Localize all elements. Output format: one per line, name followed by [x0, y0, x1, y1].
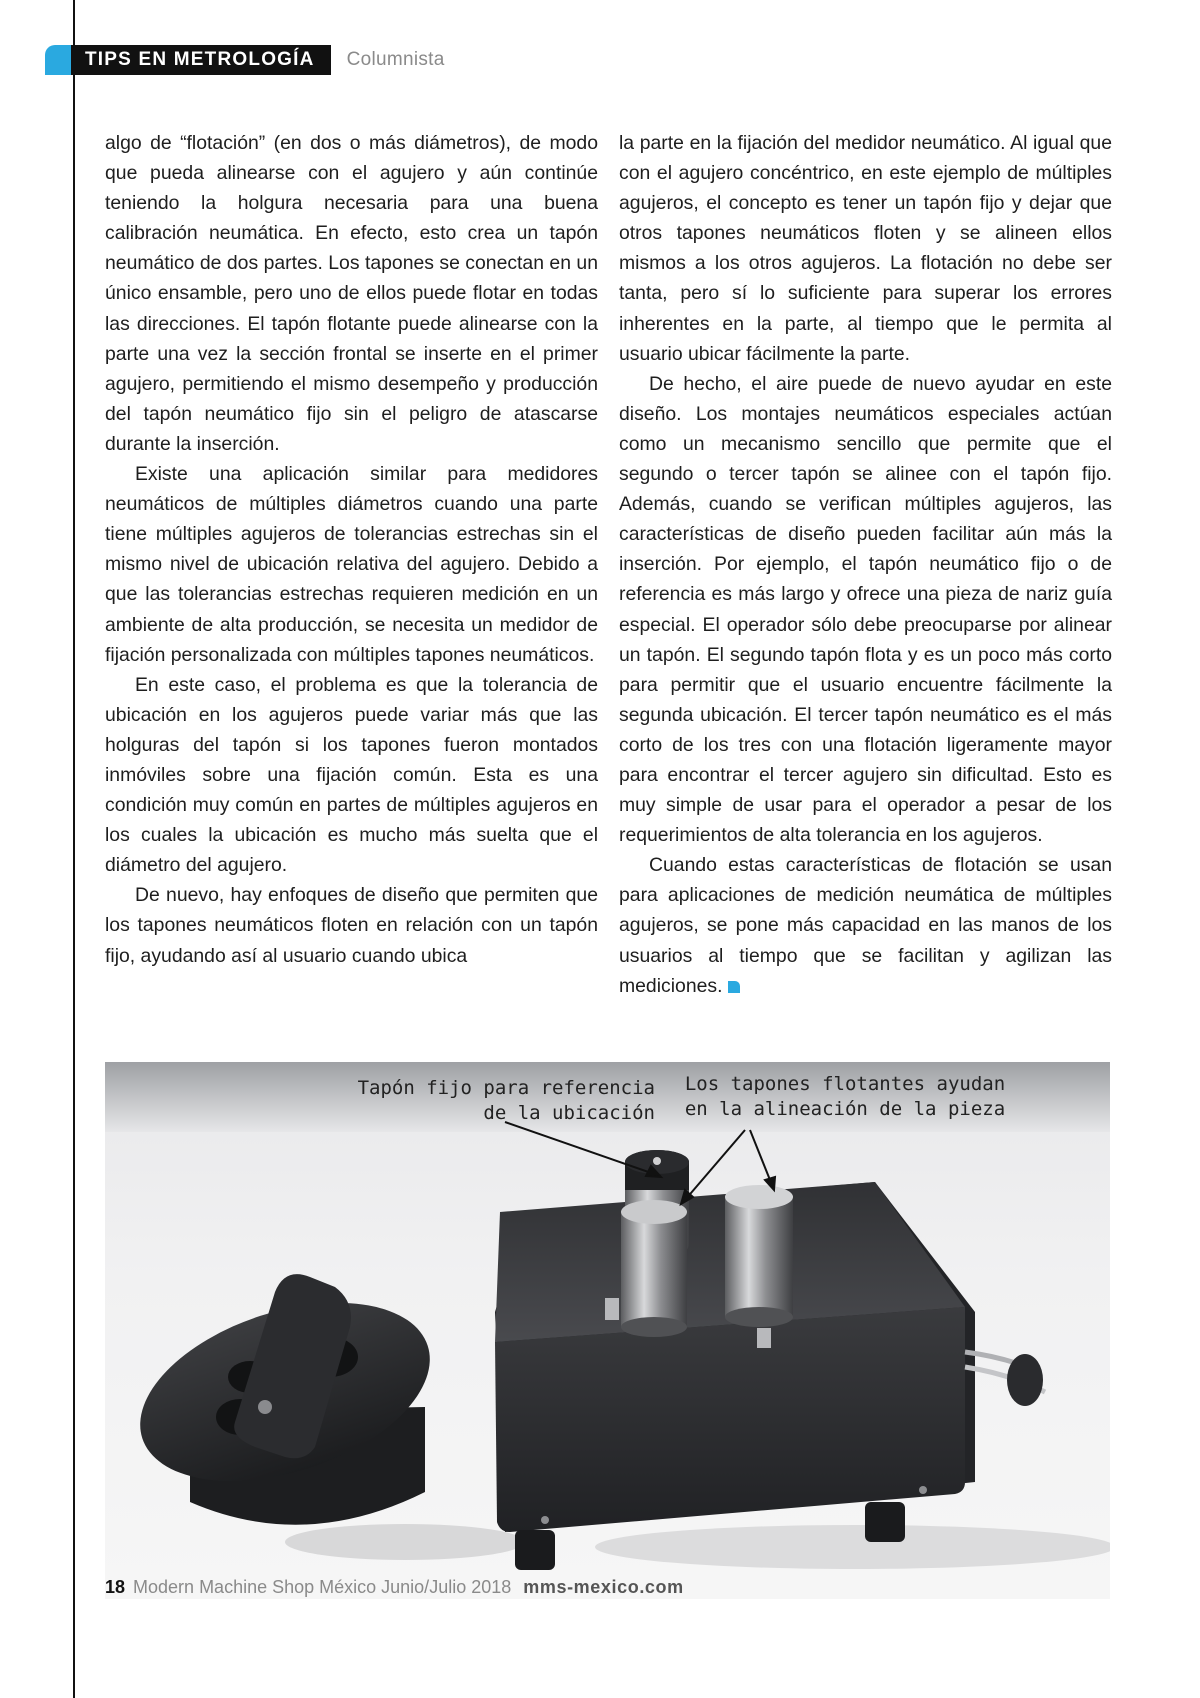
product-photo — [105, 1062, 1110, 1599]
article-end-mark — [728, 981, 740, 993]
paragraph: En este caso, el problema es que la tolerancia de ubicación en los agujeros puede variar más que las holguras del tapón si los tapones fueron montados inmóviles sobre una fijación común. Esta es una condición muy común en partes de múltiples agujeros en los cuales la ubicación es mucho más suelta que el diámetro del agujero. — [105, 673, 598, 877]
floating-plug-2 — [725, 1185, 793, 1327]
paragraph: Existe una aplicación similar para medidores neumáticos de múltiples diámetros cuando una parte tiene múltiples agujeros de tolerancias estrechas sin el mismo nivel de ubicación relativa del agujero. Debido a que las tolerancias estrechas requieren medición en un ambiente de alta producción, se necesita un medidor de fijación personalizada con múltiples tapones neumáticos. — [105, 463, 598, 666]
floating-plug-1 — [621, 1200, 687, 1337]
air-gage-fixture-illustration — [105, 1062, 1110, 1599]
page-number: 18 — [105, 1577, 126, 1597]
shadow — [595, 1525, 1110, 1569]
paragraph: algo de “flotación” (en dos o más diámetros), de modo que pueda alinearse con el agujero y aún continúe teniendo la holgura necesaria para una buena calibración neumática. En efecto, esto crea un tapón neumático de dos partes. Los tapones se conectan en un único ensamble, pero uno de ellos puede flotar en todas las direcciones. El tapón flotante puede alinearse con la parte una vez la sección frontal se inserte en el primer agujero, permitiendo el mismo desempeño y producción del tapón neumático fijo sin el peligro de atascarse durante la inserción. — [105, 132, 598, 455]
column-kicker: Columnista — [346, 49, 445, 70]
paragraph: De nuevo, hay enfoques de diseño que permiten que los tapones neumáticos floten en relación con un tapón fijo, ayudando así al usuario cuando ubica — [105, 884, 598, 967]
shadow — [285, 1524, 525, 1560]
page-margin-rule — [73, 0, 75, 1698]
website-url[interactable]: mms-mexico.com — [523, 1577, 684, 1597]
paragraph-final — [619, 850, 1112, 1000]
paragraph-final-text: Cuando estas características de flotación se usan para aplicaciones de medición neumática de múltiples agujeros, se pone más capacidad en las manos de los usuarios al tiempo que se facilitan y agilizan las mediciones. — [619, 854, 1112, 997]
locating-fixture-disc — [118, 1270, 453, 1525]
guide-pin — [605, 1298, 619, 1320]
guide-pin — [757, 1328, 771, 1348]
page-footer — [105, 1577, 684, 1598]
paragraph: De hecho, el aire puede de nuevo ayudar en este diseño. Los montajes neumáticos especiales actúan como un mecanismo sencillo que permite que el segundo o tercer tapón se alinee con el tapón fijo. Además, cuando se verifican múltiples agujeros, las características de diseño pueden facilitar aún más la inserción. Por ejemplo, el tapón neumático fijo o de referencia es más largo y ofrece una pieza de nariz guía especial. El operador sólo debe preocuparse por alinear un tapón. El segundo tapón flota y es un poco más corto para permitir que el usuario encuentre fácilmente la segunda ubicación. El tercer tapón neumático es el más corto de los tres con una flotación ligeramente mayor para encontrar el tercer agujero sin dificultad. Esto es muy simple de usar para el operador a pesar de los requerimientos de alta tolerancia en los agujeros. — [619, 372, 1112, 847]
caption-fixed-plug — [315, 1076, 655, 1126]
paragraph: la parte en la fijación del medidor neumático. Al igual que con el agujero concéntrico, en este ejemplo de múltiples agujeros, el concepto es tener un tapón fijo y dejar que otros tapones neumáticos floten y se alineen ellos mismos a los otros agujeros. La flotación no debe ser tanta, pero sí lo suficiente para superar los errores inherentes en la parte, al tiempo que le permita al usuario ubicar fácilmente la parte. — [619, 132, 1112, 365]
section-title: TIPS EN METROLOGÍA — [71, 45, 331, 75]
article-column-left — [105, 128, 598, 971]
page-header — [45, 45, 445, 75]
publication-info: Modern Machine Shop México Junio/Julio 2018 — [133, 1577, 512, 1597]
caption-floating-plugs — [675, 1072, 1015, 1122]
caption-line: Tapón fijo para referencia — [357, 1077, 655, 1099]
caption-line: de la ubicación — [483, 1102, 655, 1124]
caption-line: en la alineación de la pieza — [684, 1098, 1006, 1120]
article-column-right — [619, 128, 1112, 1001]
caption-line: Los tapones flotantes ayudan — [684, 1073, 1006, 1095]
